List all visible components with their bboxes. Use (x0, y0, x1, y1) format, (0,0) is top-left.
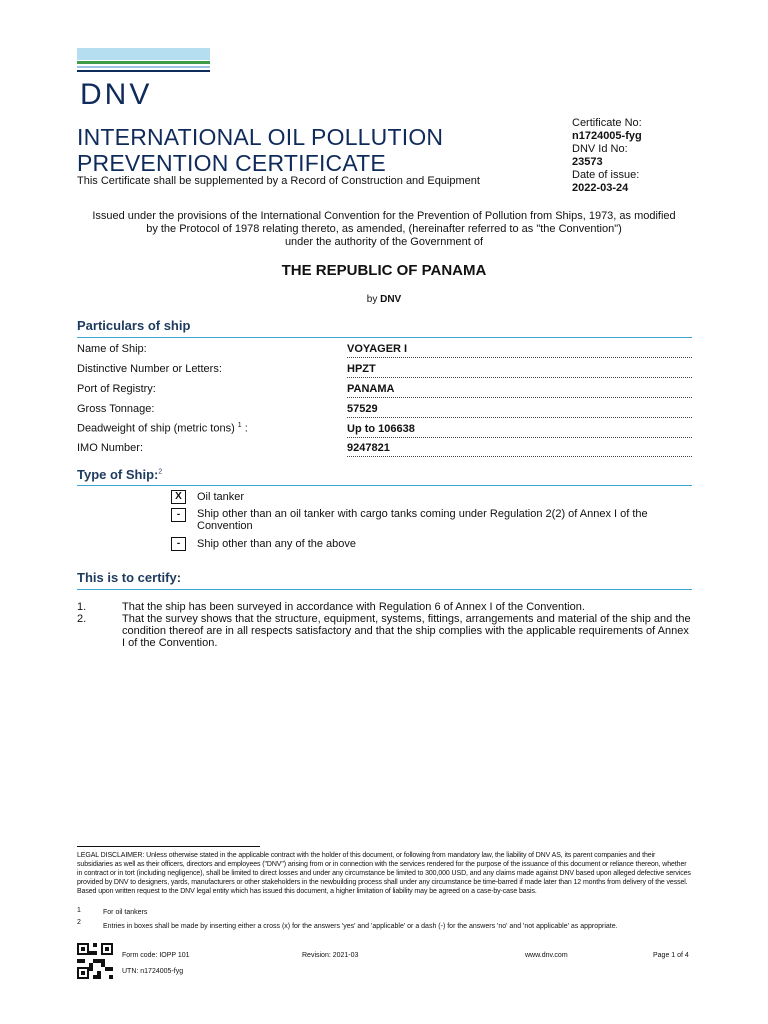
ship-type-heading (77, 467, 162, 482)
row-label: Distinctive Number or Letters: (77, 363, 222, 375)
footnote-number: 1 (77, 907, 81, 914)
dotted-rule (347, 437, 692, 438)
issued-by-label: by (366, 294, 378, 305)
title-line-2: PREVENTION CERTIFICATE (77, 150, 386, 176)
issued-by (0, 293, 768, 306)
certificate-no-label: Certificate No: (572, 117, 642, 129)
certificate-no: n1724005-fyg (572, 130, 642, 142)
row-label: Name of Ship: (77, 343, 147, 355)
option-label: Ship other than any of the above (197, 538, 357, 550)
option-label: Ship other than an oil tanker with cargo tanks coming under Regulation 2(2) of Annex I of the Convention (197, 508, 648, 532)
intro-line-1: Issued under the provisions of the International Convention for the Prevention of Pollution from Ships, 1973, as modified (92, 210, 676, 222)
row-value: 57529 (347, 403, 378, 415)
form-code: Form code: IOPP 101 (122, 952, 190, 959)
government-name: THE REPUBLIC OF PANAMA (281, 262, 487, 279)
row-value: Up to 106638 (347, 423, 415, 435)
section-rule (77, 589, 692, 590)
page-number: Page 1 of 4 (653, 952, 689, 959)
logo-stripe-green (77, 61, 210, 64)
option-label: Oil tanker (197, 491, 245, 503)
dotted-rule (347, 397, 692, 398)
deadweight-colon: : (241, 422, 248, 435)
intro-line-2: by the Protocol of 1978 relating thereto, as amended, (hereinafter referred to as "the Convention") (146, 223, 622, 235)
particulars-heading: Particulars of ship (77, 318, 191, 333)
dotted-rule (347, 417, 692, 418)
footnote-rule (77, 846, 260, 847)
row-value: VOYAGER I (347, 343, 408, 355)
footnote-number: 2 (77, 919, 81, 926)
certify-heading: This is to certify: (77, 570, 182, 585)
footnote-2: Entries in boxes shall be made by inserting either a cross (x) for the answers 'yes' and 'applicable' or a dash (-) for the answers 'no' and 'not applicable' as appropriate. (103, 923, 618, 930)
dotted-rule (347, 456, 692, 457)
date-of-issue-label: Date of issue: (572, 169, 640, 181)
logo-stripe-light (77, 48, 210, 60)
intro-line-3: under the authority of the Government of (284, 236, 484, 248)
logo-wordmark: DNV (80, 78, 153, 111)
footnote-1: For oil tankers (103, 909, 148, 916)
logo-stripe-blue (77, 66, 210, 68)
website[interactable]: www.dnv.com (525, 952, 568, 959)
checkbox-other-ship[interactable]: - (171, 537, 186, 551)
checkbox-oil-tanker[interactable]: X (171, 490, 186, 504)
dnv-id-label: DNV Id No: (572, 143, 628, 155)
certify-item-1: That the ship has been surveyed in accordance with Regulation 6 of Annex I of the Convention. (122, 601, 585, 613)
certify-item-2: That the survey shows that the structure, equipment, systems, fittings, arrangements and material of the ship and the condition thereof are in all respects satisfactory and that the ship complies with the applicable requirements of Annex I of the Convention. (122, 613, 691, 649)
utn: UTN: n1724005-fyg (122, 968, 184, 975)
deadweight-label: Deadweight of ship (metric tons) (77, 422, 235, 435)
item-number: 1. (77, 601, 87, 613)
section-rule (77, 485, 692, 486)
row-value: HPZT (347, 363, 376, 375)
dotted-rule (347, 377, 692, 378)
legal-disclaimer: LEGAL DISCLAIMER: Unless otherwise stated in the applicable contract with the holder of this document, or following from mandatory law, the liability of DNV AS, its parent companies and their subsidiaries as well as their officers, directors and employees ("DNV") arising from or in connection with the services rendered for the purpose of the issuance of this document or reliance thereon, whether in contract or in tort (including negligence), shall be limited to direct losses and under any circumstance be limited to 300,000 USD, and any claims made against DNV based upon alleged defective services provided by DNV to designers, yards, manufacturers or other stakeholders in the newbuilding process shall under any circumstance be time-barred if made later than 12 months from delivery of the vessel. Based upon written request to the DNV legal entity which has issued this document, a higher limitation of liability may be agreed on a case-by-case basis. (77, 852, 691, 895)
footnote-ref: 2 (158, 468, 163, 476)
ship-type-heading-text: Type of Ship: (77, 467, 159, 482)
issued-by-value: DNV (380, 294, 402, 305)
date-of-issue: 2022-03-24 (572, 182, 629, 194)
row-value: 9247821 (347, 442, 390, 454)
revision: Revision: 2021-03 (302, 952, 359, 959)
row-label: Port of Registry: (77, 383, 156, 395)
section-rule (77, 337, 692, 338)
dnv-id: 23573 (572, 156, 603, 168)
logo-stripe-navy (77, 70, 210, 72)
qr-code (77, 943, 113, 979)
row-label: Gross Tonnage: (77, 403, 155, 415)
checkbox-other-cargo[interactable]: - (171, 508, 186, 522)
footnote-ref: 1 (237, 422, 242, 429)
subtitle: This Certificate shall be supplemented by a Record of Construction and Equipment (77, 175, 480, 187)
row-label: IMO Number: (77, 442, 144, 454)
dotted-rule (347, 357, 692, 358)
item-number: 2. (77, 613, 87, 625)
row-value: PANAMA (347, 383, 395, 395)
title-line-1: INTERNATIONAL OIL POLLUTION (77, 124, 444, 150)
row-label-deadweight (77, 422, 248, 435)
